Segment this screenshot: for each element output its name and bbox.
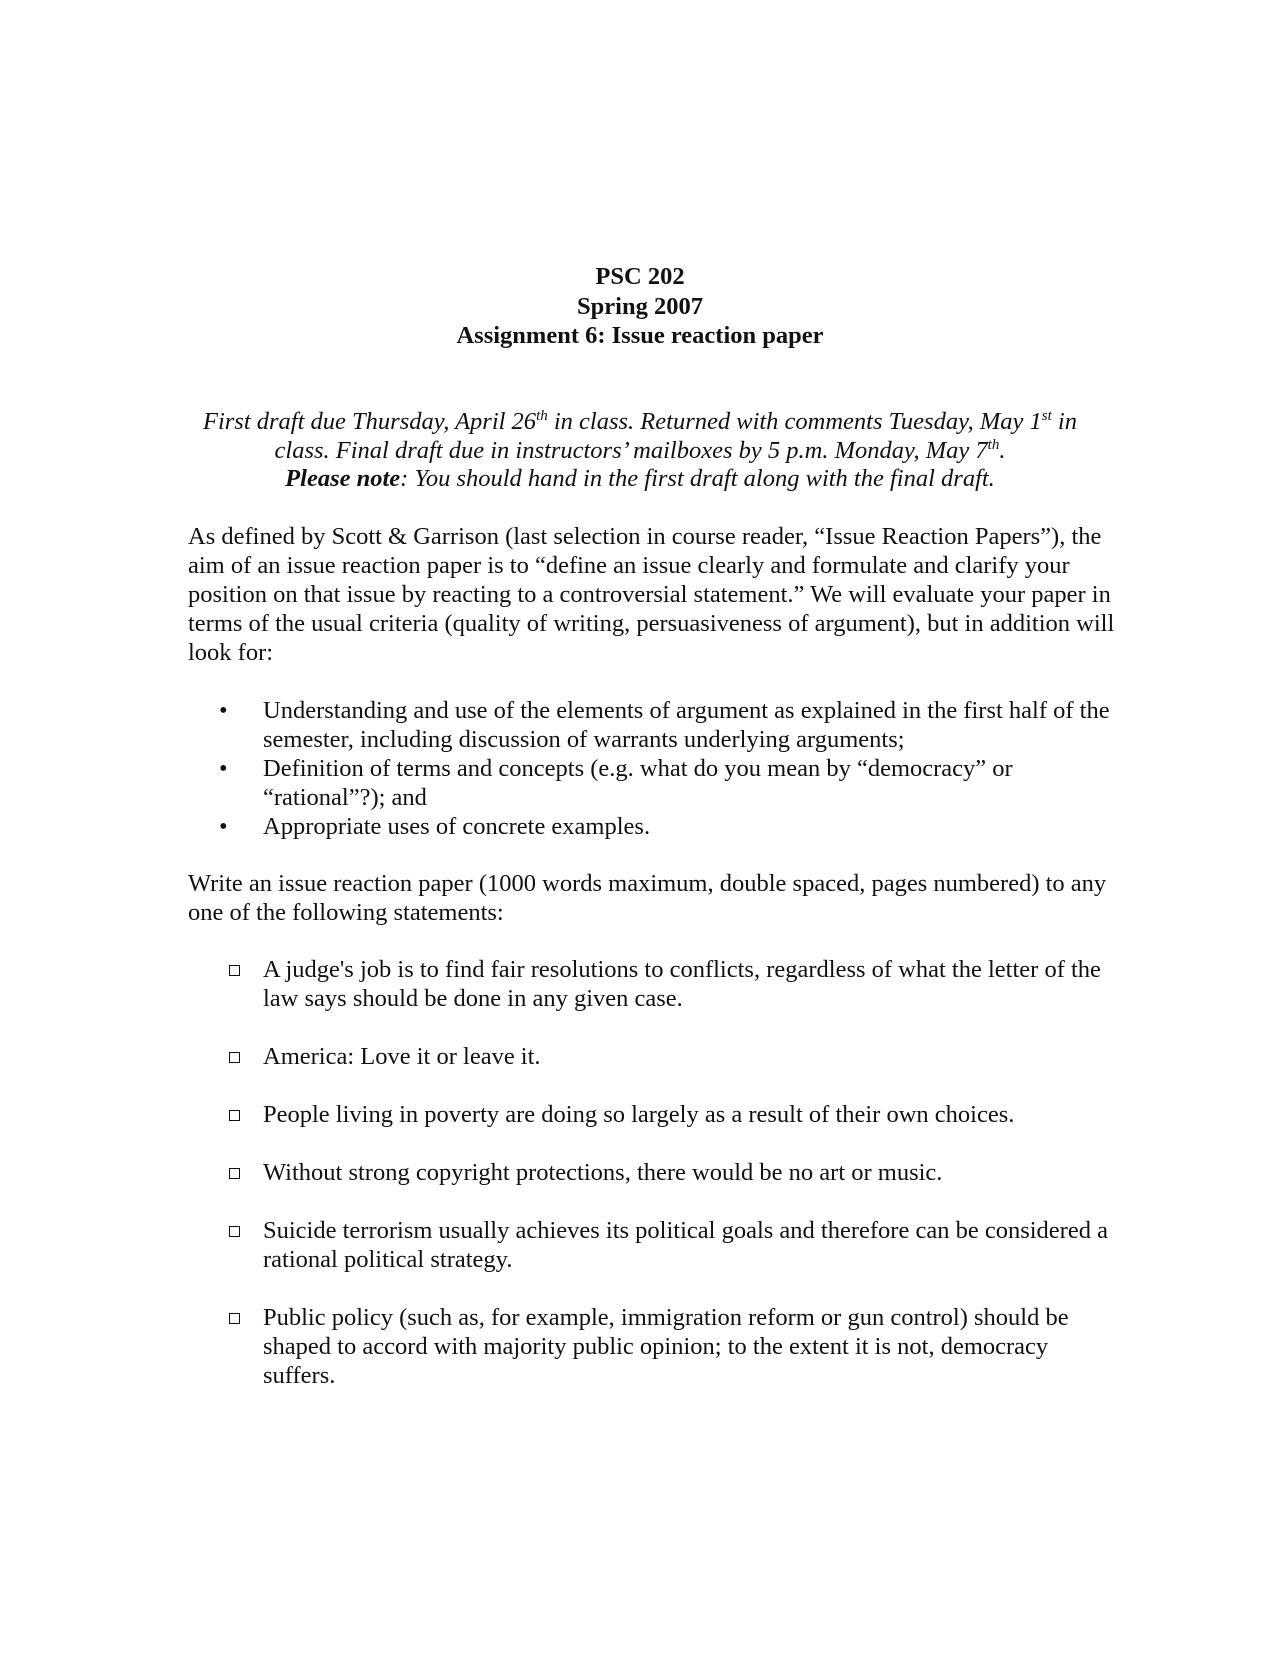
checkbox-square-icon <box>229 1168 240 1179</box>
course-title: PSC 202 <box>595 263 685 290</box>
list-item: • Definition of terms and concepts (e.g. what do you mean by “democracy” or “rational”?); and <box>219 755 1013 811</box>
list-item: Without strong copyright protections, there would be no art or music. <box>188 1158 1118 1187</box>
bullet-icon: • <box>219 697 228 724</box>
list-item: Suicide terrorism usually achieves its political goals and therefore can be considered a rational political strategy. <box>188 1216 1118 1274</box>
list-item: • Understanding and use of the elements of argument as explained in the first half of the semester, including discussion of warrants underlying arguments; <box>219 697 1110 753</box>
note-text: : You should hand in the first draft along with the final draft. <box>400 465 995 492</box>
due-note <box>150 465 1130 494</box>
bullet-icon: • <box>219 813 228 840</box>
due-line-2: class. Final draft due in instructors’ mailboxes by 5 p.m. Monday, May 7th. <box>274 436 1006 464</box>
checkbox-square-icon <box>229 1226 240 1237</box>
criteria-list <box>188 696 1118 841</box>
note-label: Please note <box>285 465 401 492</box>
term-title: Spring 2007 <box>577 292 703 320</box>
checkbox-square-icon <box>229 1052 240 1063</box>
document-header <box>0 262 1280 351</box>
list-item: People living in poverty are doing so largely as a result of their own choices. <box>188 1100 1118 1129</box>
assignment-title: Assignment 6: Issue reaction paper <box>456 322 824 349</box>
intro-paragraph: As defined by Scott & Garrison (last selection in course reader, “Issue Reaction Papers”), the aim of an issue reaction paper is to “define an issue clearly and formulate and clarify your position on that issue by reacting to a controversial statement.” We will evaluate your paper in terms of the usual criteria (quality of writing, persuasiveness of argument), but in addition will look for: <box>188 523 1115 666</box>
due-dates <box>150 408 1130 494</box>
bullet-icon: • <box>219 755 228 782</box>
checkbox-square-icon <box>229 965 240 976</box>
instructions-paragraph: Write an issue reaction paper (1000 words maximum, double spaced, pages numbered) to any one of the following statements: <box>188 870 1107 926</box>
checkbox-square-icon <box>229 1110 240 1121</box>
list-item: A judge's job is to find fair resolutions to conflicts, regardless of what the letter of the law says should be done in any given case. <box>188 955 1118 1013</box>
checkbox-square-icon <box>229 1313 240 1324</box>
list-item: • Appropriate uses of concrete examples. <box>219 813 651 840</box>
list-item: America: Love it or leave it. <box>188 1042 1118 1071</box>
due-line-1: First draft due Thursday, April 26th in class. Returned with comments Tuesday, May 1st in <box>203 408 1077 435</box>
statements-list <box>188 955 1118 1419</box>
list-item: Public policy (such as, for example, immigration reform or gun control) should be shaped to accord with majority public opinion; to the extent it is not, democracy suffers. <box>188 1303 1118 1390</box>
